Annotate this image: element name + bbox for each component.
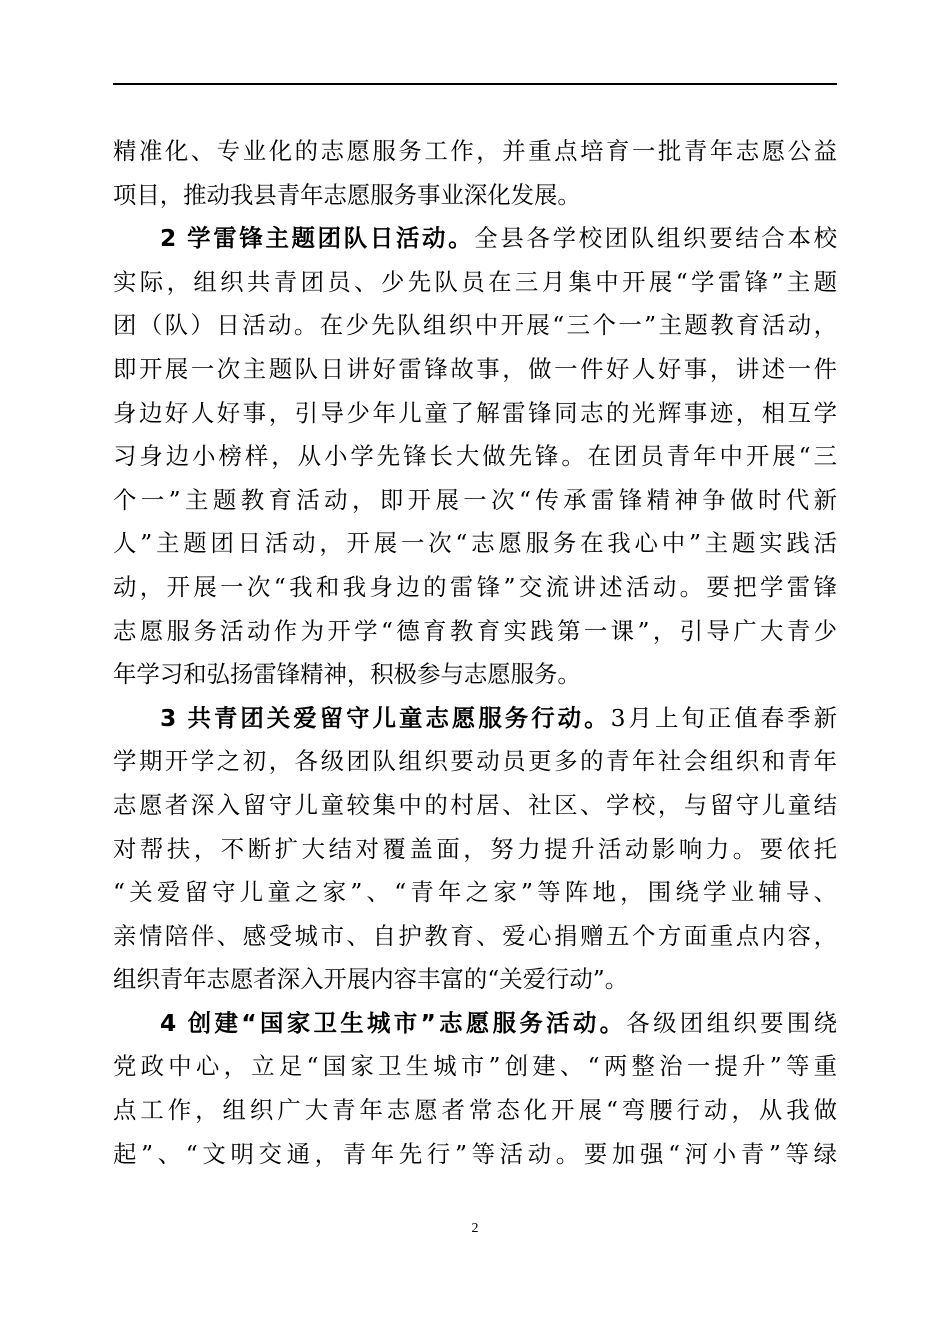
- text-run: 全县各学校团队组织要结合本校: [474, 224, 837, 253]
- section-heading: 2 学雷锋主题团队日活动。: [160, 224, 475, 253]
- paragraph-first-line: [113, 1002, 837, 1046]
- text-line: 起”、“文明交通，青年先行”等活动。要加强“河小青”等绿: [113, 1139, 837, 1168]
- text-line: 习身边小榜样，从小学先锋长大做先锋。在团员青年中开展“三: [113, 442, 837, 471]
- paragraph-first-line: [113, 697, 837, 741]
- text-line: 志愿服务活动作为开学“德育教育实践第一课”，引导广大青少: [113, 616, 837, 645]
- text-line: 志愿者深入留守儿童较集中的村居、社区、学校，与留守儿童结: [113, 790, 837, 819]
- text-line: 对帮扶，不断扩大结对覆盖面，努力提升活动影响力。要依托: [113, 834, 837, 863]
- text-line: 实际，组织共青团员、少先队员在三月集中开展“学雷锋”主题: [113, 267, 837, 296]
- text-line: “关爱留守儿童之家”、“青年之家”等阵地，围绕学业辅导、: [113, 878, 837, 907]
- text-line: 动，开展一次“我和我身边的雷锋”交流讲述活动。要把学雷锋: [113, 572, 837, 601]
- text-line: 精准化、专业化的志愿服务工作，并重点培育一批青年志愿公益: [113, 137, 837, 165]
- text-line: 亲情陪伴、感受城市、自护教育、爱心捐赠五个方面重点内容，: [113, 921, 837, 950]
- section-heading: 4 创建“国家卫生城市”志愿服务活动。: [160, 1008, 627, 1037]
- document-body: [113, 130, 837, 1176]
- text-run: 各级团组织要围绕: [626, 1008, 837, 1037]
- text-line: 组织青年志愿者深入开展内容丰富的“关爱行动”。: [113, 965, 629, 994]
- text-run: 3月上旬正值春季新: [610, 703, 837, 732]
- text-line: 个一”主题教育活动，即开展一次“传承雷锋精神争做时代新: [113, 485, 837, 514]
- text-line: 人”主题团日活动，开展一次“志愿服务在我心中”主题实践活: [113, 529, 837, 558]
- text-line: 党政中心，立足“国家卫生城市”创建、“两整治一提升”等重: [113, 1052, 837, 1081]
- text-line: 即开展一次主题队日讲好雷锋故事，做一件好人好事，讲述一件: [113, 354, 837, 383]
- section-heading: 3 共青团关爱留守儿童志愿服务行动。: [160, 703, 611, 732]
- header-rule: [113, 83, 837, 85]
- text-line: 年学习和弘扬雷锋精神，积极参与志愿服务。: [113, 660, 581, 689]
- text-line: 学期开学之初，各级团队组织要动员更多的青年社会组织和青年: [113, 747, 837, 776]
- text-line: 身边好人好事，引导少年儿童了解雷锋同志的光辉事迹，相互学: [113, 398, 837, 427]
- paragraph-first-line: [113, 217, 837, 261]
- text-line: 团（队）日活动。在少先队组织中开展“三个一”主题教育活动，: [113, 311, 837, 340]
- text-line: 点工作，组织广大青年志愿者常态化开展“弯腰行动，从我做: [113, 1096, 837, 1125]
- text-line: 项目，推动我县青年志愿服务事业深化发展。: [113, 180, 581, 209]
- page-number: 2: [471, 1221, 479, 1236]
